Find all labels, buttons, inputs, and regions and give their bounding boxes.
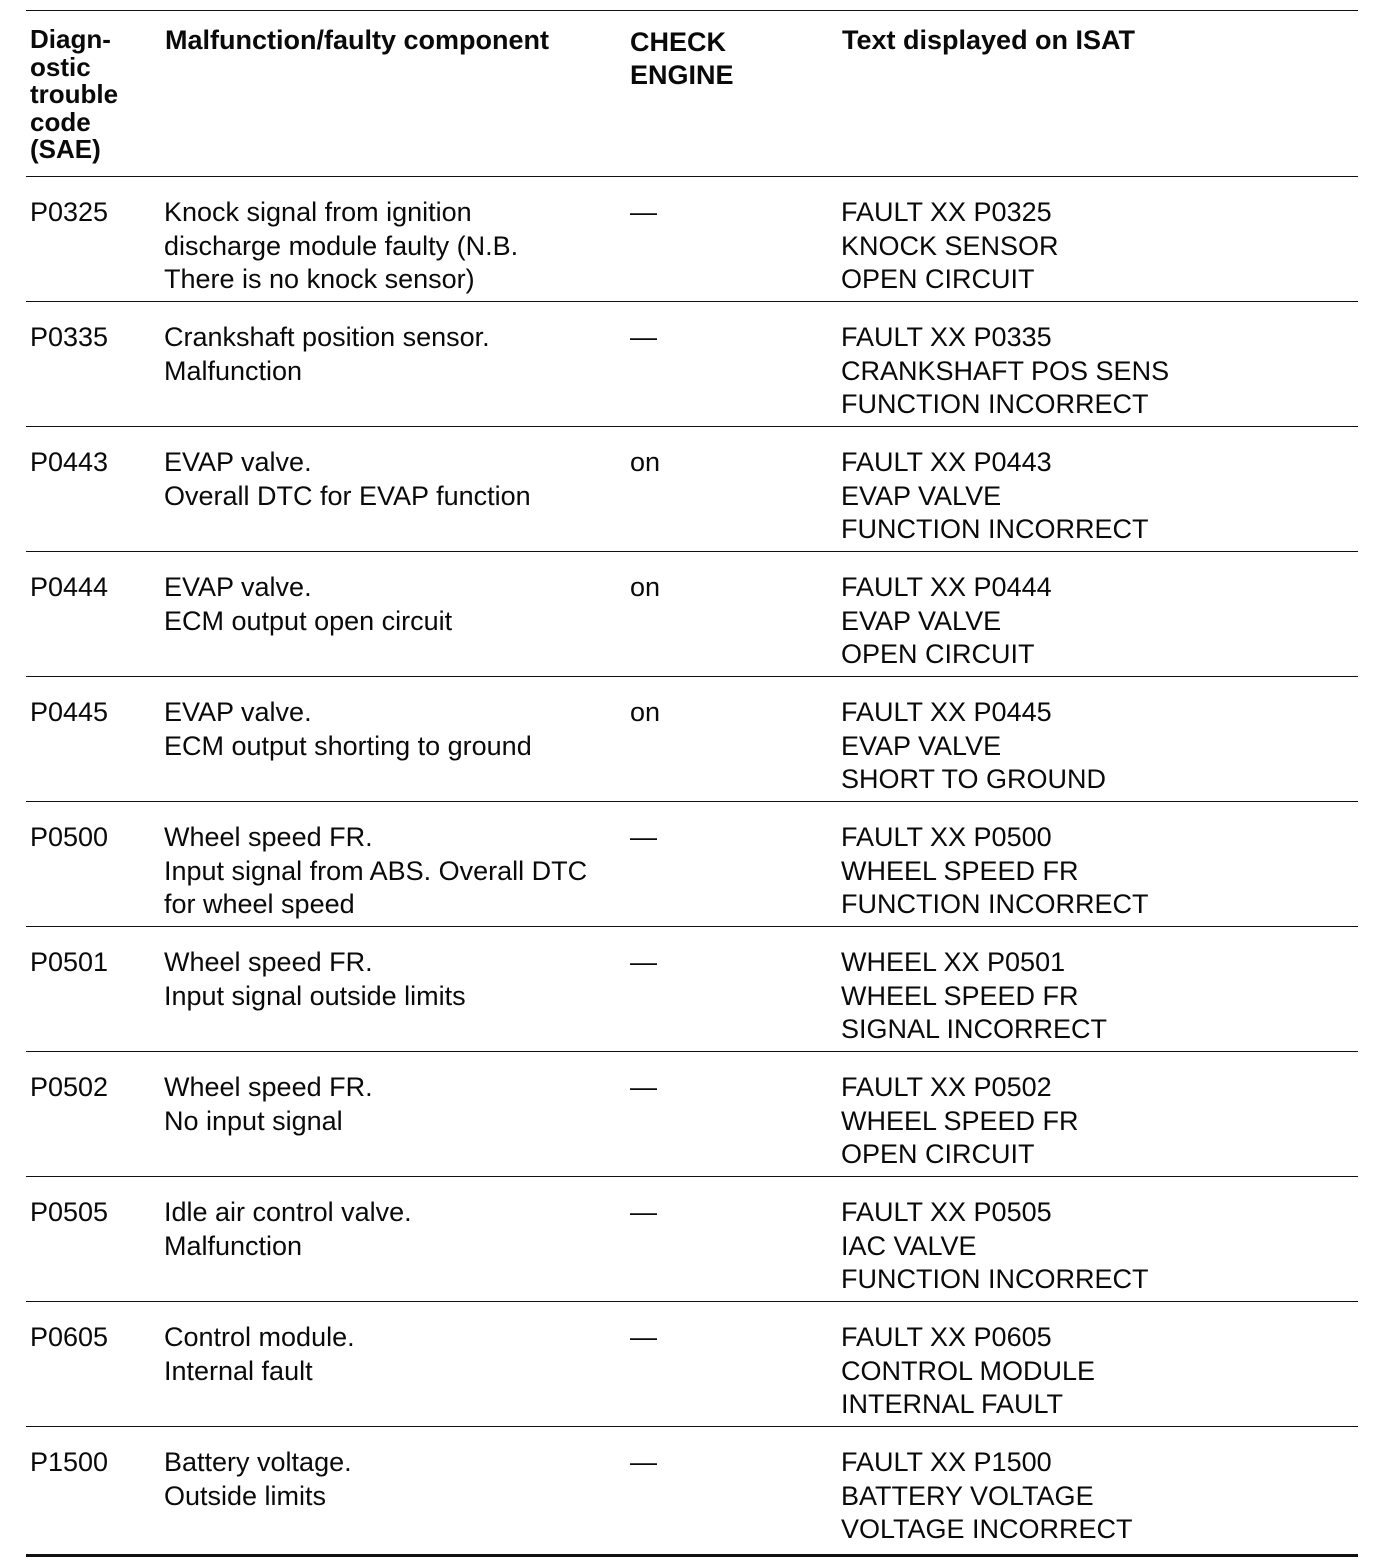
dtc-table: [26, 0, 1358, 1566]
table-row: [26, 176, 1358, 302]
row-component: Battery voltage. Outside limits: [164, 1447, 352, 1511]
row-check-engine: —: [630, 1197, 657, 1227]
row-component: EVAP valve. Overall DTC for EVAP function: [164, 447, 531, 511]
table-top-rule: [26, 10, 1358, 11]
row-isat-text: FAULT XX P0445 EVAP VALVE SHORT TO GROUND: [841, 697, 1107, 794]
row-check-engine: —: [630, 1322, 657, 1352]
header-code: Diagn- ostic trouble code (SAE): [30, 24, 119, 164]
table-row: [26, 301, 1358, 427]
table-row: [26, 1176, 1358, 1302]
row-isat-text: FAULT XX P0325 KNOCK SENSOR OPEN CIRCUIT: [841, 197, 1059, 294]
row-check-engine: on: [630, 447, 661, 477]
table-header: [26, 26, 1358, 177]
row-component: Wheel speed FR. Input signal from ABS. Overall DTC for wheel speed: [164, 822, 588, 919]
table-row: [26, 676, 1358, 802]
row-check-engine: —: [630, 1447, 657, 1477]
row-code: P0502: [30, 1072, 109, 1102]
row-isat-text: FAULT XX P0443 EVAP VALVE FUNCTION INCORRECT: [841, 447, 1149, 544]
row-check-engine: —: [630, 197, 657, 227]
table-row: [26, 426, 1358, 552]
row-check-engine: on: [630, 697, 661, 727]
row-code: P0605: [30, 1322, 109, 1352]
row-component: Control module. Internal fault: [164, 1322, 355, 1386]
row-component: Wheel speed FR. No input signal: [164, 1072, 373, 1136]
header-isat: Text displayed on ISAT: [842, 25, 1136, 55]
row-isat-text: FAULT XX P1500 BATTERY VOLTAGE VOLTAGE INCORRECT: [841, 1447, 1133, 1544]
row-check-engine: on: [630, 572, 661, 602]
row-code: P0445: [30, 697, 109, 727]
row-component: Knock signal from ignition discharge module faulty (N.B. There is no knock sensor): [164, 197, 519, 294]
row-check-engine: —: [630, 322, 657, 352]
row-component: Crankshaft position sensor. Malfunction: [164, 322, 490, 386]
row-isat-text: FAULT XX P0505 IAC VALVE FUNCTION INCORRECT: [841, 1197, 1149, 1294]
table-bottom-rule: [26, 1554, 1358, 1557]
row-isat-text: FAULT XX P0605 CONTROL MODULE INTERNAL FAULT: [841, 1322, 1096, 1419]
table-row: [26, 926, 1358, 1052]
table-row: [26, 801, 1358, 927]
row-isat-text: FAULT XX P0502 WHEEL SPEED FR OPEN CIRCUIT: [841, 1072, 1079, 1169]
row-code: P0335: [30, 322, 109, 352]
row-component: Wheel speed FR. Input signal outside limits: [164, 947, 466, 1011]
row-code: P0443: [30, 447, 109, 477]
row-code: P0505: [30, 1197, 109, 1227]
header-check-engine: CHECK ENGINE: [630, 27, 734, 90]
row-code: P0501: [30, 947, 109, 977]
header-component: Malfunction/faulty component: [165, 25, 549, 55]
row-code: P0444: [30, 572, 109, 602]
table-row: [26, 1301, 1358, 1427]
row-component: Idle air control valve. Malfunction: [164, 1197, 412, 1261]
row-code: P1500: [30, 1447, 109, 1477]
row-isat-text: WHEEL XX P0501 WHEEL SPEED FR SIGNAL INCORRECT: [841, 947, 1108, 1044]
table-row: [26, 1051, 1358, 1177]
row-code: P0500: [30, 822, 109, 852]
row-component: EVAP valve. ECM output shorting to ground: [164, 697, 532, 761]
table-row: [26, 1426, 1358, 1551]
row-check-engine: —: [630, 822, 657, 852]
row-isat-text: FAULT XX P0335 CRANKSHAFT POS SENS FUNCTION INCORRECT: [841, 322, 1170, 419]
row-component: EVAP valve. ECM output open circuit: [164, 572, 453, 636]
row-check-engine: —: [630, 1072, 657, 1102]
row-isat-text: FAULT XX P0500 WHEEL SPEED FR FUNCTION INCORRECT: [841, 822, 1149, 919]
row-isat-text: FAULT XX P0444 EVAP VALVE OPEN CIRCUIT: [841, 572, 1052, 669]
row-check-engine: —: [630, 947, 657, 977]
table-row: [26, 551, 1358, 677]
row-code: P0325: [30, 197, 109, 227]
